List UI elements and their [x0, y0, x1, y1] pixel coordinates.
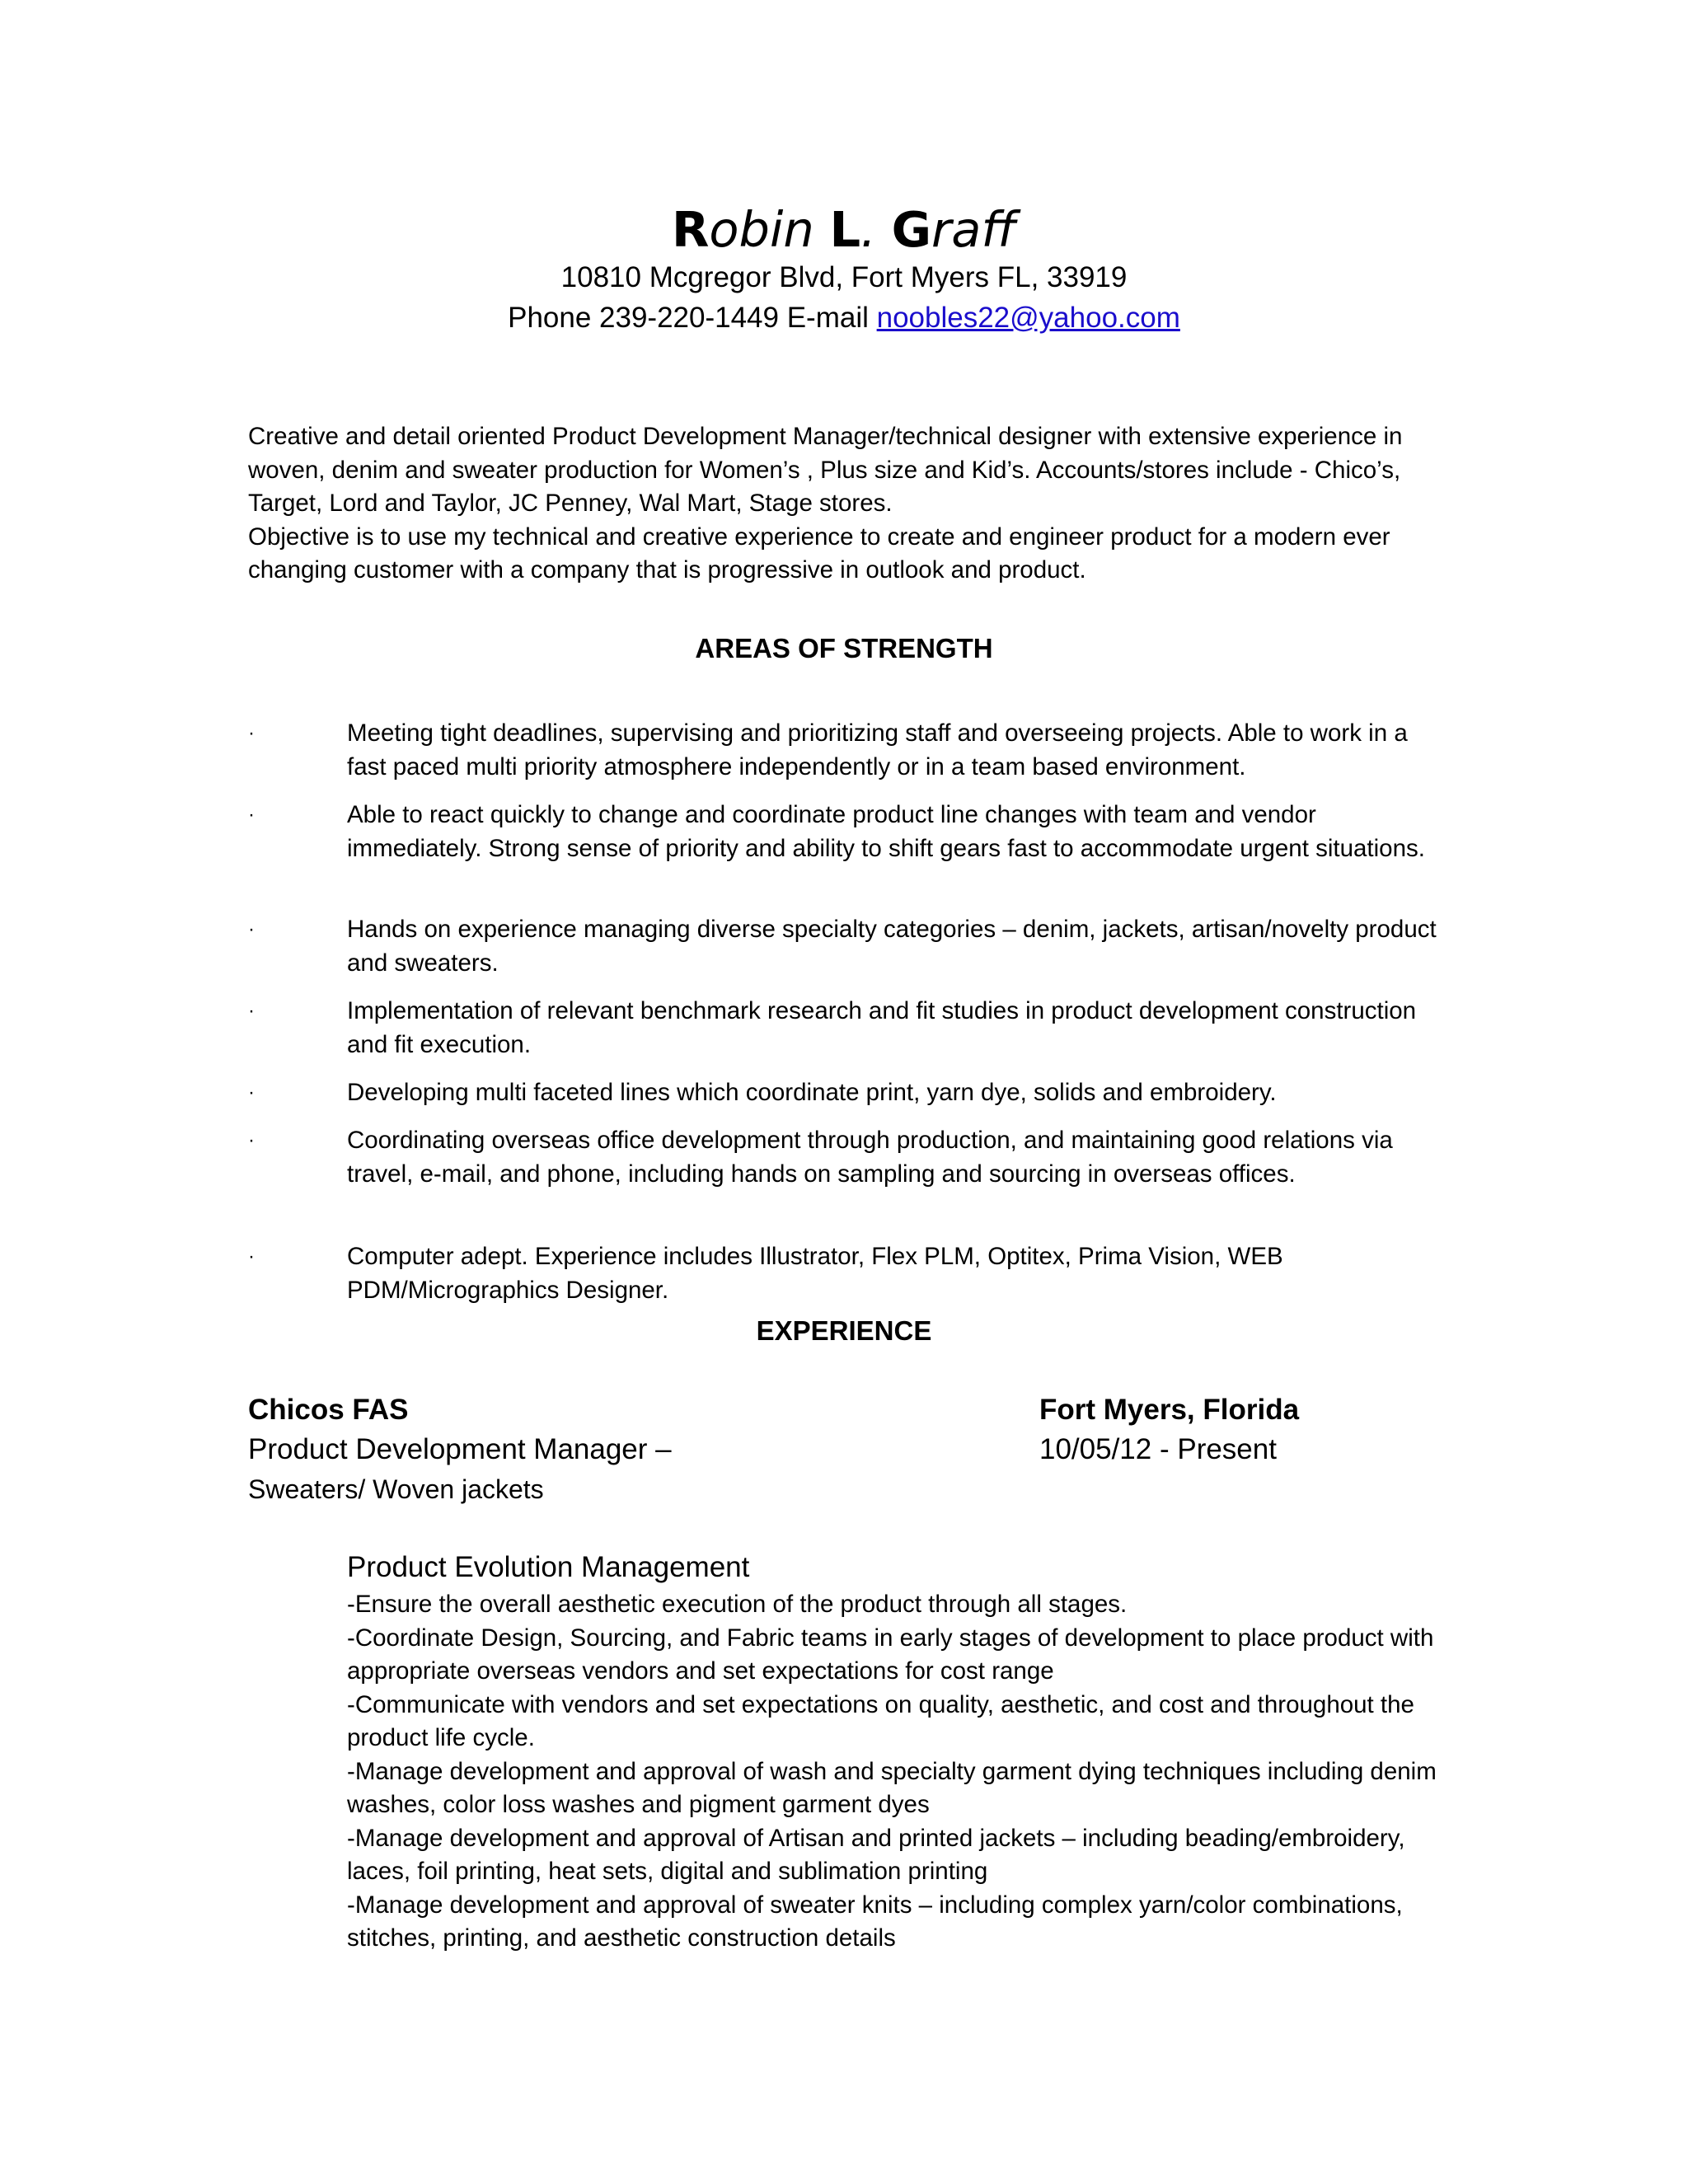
job-duties — [347, 1588, 1451, 1956]
job-title: Product Development Manager – — [248, 1433, 672, 1465]
bullet-icon: · — [248, 722, 255, 744]
strength-text: Hands on experience managing diverse specialty categories – denim, jackets, artisan/novelty product and sweaters. — [347, 916, 1437, 977]
email-link[interactable]: noobles22@yahoo.com — [876, 302, 1180, 334]
bullet-icon: · — [248, 1245, 255, 1268]
job-dates: 10/05/12 - Present — [1039, 1433, 1277, 1465]
bullet-icon: · — [248, 804, 255, 826]
summary-section — [248, 420, 1451, 588]
name-part: G — [891, 201, 932, 258]
duty-item: -Manage development and approval of wash and specialty garment dying techniques including denim washes, color loss washes and pigment garment dyes — [347, 1757, 1437, 1818]
strength-text: Implementation of relevant benchmark research and fit studies in product development construction and fit execution. — [347, 997, 1417, 1058]
duty-item: -Ensure the overall aesthetic execution of the product through all stages. — [347, 1591, 1128, 1618]
strength-text: Computer adept. Experience includes Illustrator, Flex PLM, Optitex, Prima Vision, WEB PDM/Micrographics Designer. — [347, 1243, 1283, 1304]
name-part: L — [829, 201, 861, 258]
objective-paragraph: Objective is to use my technical and creative experience to create and engineer product for a modern ever changing customer with a company that is progressive in outlook and product. — [248, 523, 1390, 583]
strengths-heading: AREAS OF STRENGTH — [695, 633, 993, 663]
name-part: R — [671, 201, 710, 258]
name-part: raff — [931, 201, 1017, 258]
experience-heading: EXPERIENCE — [756, 1315, 932, 1346]
bullet-icon: · — [248, 918, 255, 940]
duty-item: -Coordinate Design, Sourcing, and Fabric teams in early stages of development to place product with appropriate overseas vendors and set expectations for cost range — [347, 1624, 1434, 1685]
company-name: Chicos FAS — [248, 1394, 409, 1426]
duty-item: -Manage development and approval of Artisan and printed jackets – including beading/embroidery, laces, foil printing, heat sets, digital and sublimation printing — [347, 1824, 1405, 1885]
strength-text: Able to react quickly to change and coordinate product line changes with team and vendor immediately. Strong sense of priority and ability to shift gears fast to accommodate urgent situations. — [347, 801, 1425, 862]
duty-item: -Manage development and approval of sweater knits – including complex yarn/color combinations, stitches, printing, and aesthetic construction details — [347, 1891, 1403, 1952]
candidate-name — [0, 201, 1688, 259]
summary-paragraph: Creative and detail oriented Product Development Manager/technical designer with extensive experience in woven, denim and sweater production for Women’s , Plus size and Kid’s. Accounts/stores include - Chico’s, Target, Lord and Taylor, JC Penney, Wal Mart, Stage stores. — [248, 423, 1403, 517]
job-location: Fort Myers, Florida — [1039, 1394, 1300, 1426]
address-line: 10810 Mcgregor Blvd, Fort Myers FL, 33919 — [560, 261, 1128, 293]
phone-text: Phone 239-220-1449 E-mail — [508, 302, 877, 334]
strength-text: Coordinating overseas office development through production, and maintaining good relations via travel, e-mail, and phone, including hands on sampling and sourcing in overseas offices. — [347, 1127, 1393, 1188]
bullet-icon: · — [248, 1081, 255, 1104]
strength-text: Developing multi faceted lines which coordinate print, yarn dye, solids and embroidery. — [347, 1079, 1277, 1106]
strength-text: Meeting tight deadlines, supervising and prioritizing staff and overseeing projects. Able to work in a fast paced multi priority atmosphere independently or in a team based environment. — [347, 719, 1408, 780]
name-part: . — [860, 201, 892, 258]
name-part: obin — [709, 201, 830, 258]
bullet-icon: · — [248, 1129, 255, 1151]
bullet-icon: · — [248, 1000, 255, 1022]
job-title-continued: Sweaters/ Woven jackets — [248, 1474, 544, 1504]
duty-item: -Communicate with vendors and set expectations on quality, aesthetic, and cost and throughout the product life cycle. — [347, 1690, 1414, 1751]
contact-line — [0, 300, 1688, 336]
job-subheading: Product Evolution Management — [347, 1551, 750, 1583]
